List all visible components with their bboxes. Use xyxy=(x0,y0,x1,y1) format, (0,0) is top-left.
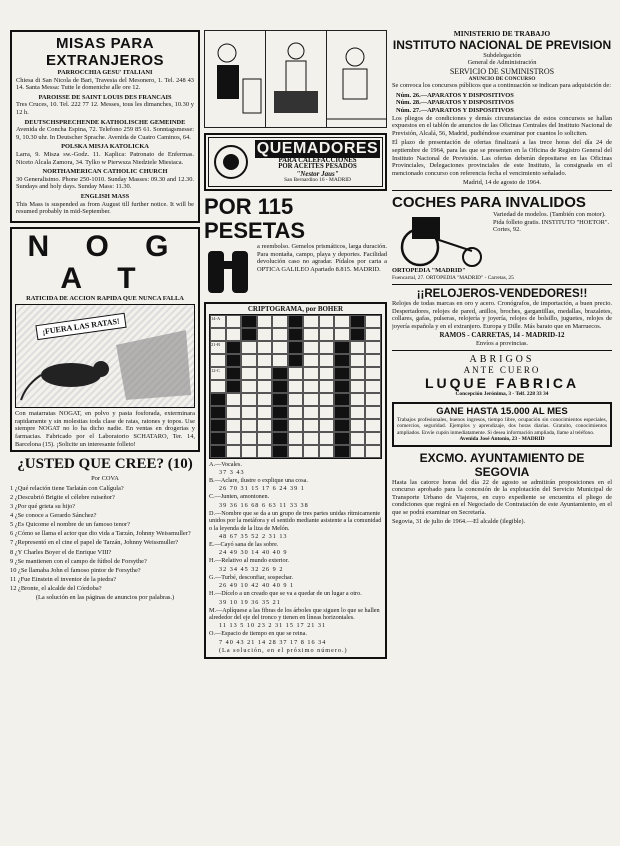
crypto-cell xyxy=(272,328,288,341)
mass-section-head: ENGLISH MASS xyxy=(80,192,130,200)
crypto-cell xyxy=(319,380,335,393)
nogat-body: Con matarratas NOGAT, en polvo y pasta fosforada, exterminara rapidamente y sin molestias toda clase de ratas, ratones y topos. Use siempre NOGAT no lo ha dicho nadie. En ventas en drogerias y farmacias. Fabricado por el Laboratorio SCHATARO, Ter. 14, Barcelona (15). ¡Solicite un interesante folleto! xyxy=(15,410,195,448)
crypto-cell xyxy=(303,445,319,458)
crypto-cell xyxy=(226,367,242,380)
crypto-cell xyxy=(303,354,319,367)
crypto-cell xyxy=(350,393,366,406)
prevision-sub2: General de Administración xyxy=(467,59,537,67)
crypto-cell xyxy=(210,328,226,341)
crypto-cell xyxy=(272,367,288,380)
crypto-cell xyxy=(210,406,226,419)
crypto-title: CRIPTOGRAMA, por BOHER xyxy=(247,305,344,313)
crypto-cell xyxy=(272,380,288,393)
crypto-cell xyxy=(334,406,350,419)
crypto-cell xyxy=(350,432,366,445)
column-left xyxy=(10,30,200,838)
crypto-cell xyxy=(257,367,273,380)
mass-section-text: Avenida de Concha Espina, 72. Telefono 259 85 61. Sonntagsmesse: 9, 10.30 uhr. In Deutscher Sprache. Avenida de Cuatro Caminos, 64. xyxy=(16,126,194,141)
crypto-cell xyxy=(350,341,366,354)
segovia-notice xyxy=(392,451,612,527)
crypto-clue-numbers: 39 10 19 36 35 21 xyxy=(219,598,281,606)
comic-panel-2 xyxy=(266,31,327,127)
segovia-title: EXCMO. AYUNTAMIENTO DE SEGOVIA xyxy=(419,450,585,479)
crypto-grid xyxy=(209,314,382,459)
crypto-cell xyxy=(257,354,273,367)
crypto-clue: E.—Cayó sana de las sobre. xyxy=(209,541,279,549)
crypto-cell: 12-C xyxy=(210,367,226,380)
wheelchair-icon xyxy=(392,211,490,267)
quiz-title: ¿USTED QUE CREE? (10) xyxy=(17,456,193,473)
crypto-clue-numbers: 7 40 43 21 14 28 37 17 8 16 34 xyxy=(219,638,327,646)
segovia-date: Segovia, 31 de julio de 1964.—El alcalde (ilegible). xyxy=(392,518,526,526)
prevision-item: Núm. 28.—APARATOS Y DISPOSITIVOS xyxy=(396,99,514,107)
crypto-cell xyxy=(226,445,242,458)
gane-text: Trabajos profesionales, buenos ingresos, tiempo libre, ocupación sin conocimientos especiales, comercios, seguridad. Ejemplos y aprendizaje, dos horas diarias. Gratuito, conocimientos ampliados. Envíe cupón inmediatamente. Si desea información ampliada, llame al teléfono. xyxy=(397,416,607,436)
crypto-cell xyxy=(303,328,319,341)
crypto-cell xyxy=(319,445,335,458)
nogat-subtitle: RATICIDA DE ACCION RAPIDA QUE NUNCA FALLA xyxy=(26,294,184,302)
crypto-cell xyxy=(241,393,257,406)
pesetas-title: POR 115 PESETAS xyxy=(204,194,306,243)
comic-figure-icon xyxy=(266,31,326,125)
crypto-cell xyxy=(210,393,226,406)
crypto-cell xyxy=(226,328,242,341)
crypto-cell xyxy=(319,315,335,328)
crypto-clue-numbers: 48 67 35 52 2 31 13 xyxy=(219,533,288,541)
crypto-cell xyxy=(288,354,304,367)
coches-ad xyxy=(392,194,612,281)
crypto-clue-numbers: 24 49 30 14 40 40 9 xyxy=(219,549,288,557)
crypto-cell xyxy=(303,341,319,354)
column-right xyxy=(392,30,612,838)
crypto-cell xyxy=(272,393,288,406)
segovia-body: Hasta las catorce horas del día 22 de agosto se admitirán proposiciones en el concurso aprobado para la concesión de la explotación del Servicio Municipal de Transporte Urbano de Viajeros, en cuyo expediente se encuentra el pliego de condiciones que regirá en el Negociado de Contratación de este Ayuntamiento, en el que se podrá examinar en Secretaría. xyxy=(392,478,612,516)
crypto-cell xyxy=(334,328,350,341)
crypto-cell xyxy=(334,315,350,328)
crypto-clue-numbers: 32 34 45 32 26 9 2 xyxy=(219,565,284,573)
prevision-body1: Se convoca los concursos públicos que a continuación se indican para adquisición de: xyxy=(392,82,611,90)
pesetas-ad xyxy=(204,195,387,299)
crypto-clue: O.—Espacio de tiempo en que se reina. xyxy=(209,630,307,638)
crypto-cell xyxy=(319,419,335,432)
quemadores-line2: POR ACEITES PESADOS xyxy=(278,163,357,171)
crypto-cell xyxy=(241,328,257,341)
crypto-clue-numbers: 26 70 31 15 17 6 24 39 1 xyxy=(219,485,305,493)
crypto-cell xyxy=(319,341,335,354)
crypto-cell xyxy=(334,432,350,445)
crypto-cell xyxy=(365,419,381,432)
coches-title: COCHES PARA INVALIDOS xyxy=(392,193,586,211)
prevision-ministry: MINISTERIO DE TRABAJO xyxy=(453,30,551,38)
crypto-cell xyxy=(288,367,304,380)
prevision-date: Madrid, 14 de agosto de 1964. xyxy=(463,179,541,187)
gane-address: Avenida José Antonio, 23 - MADRID xyxy=(459,436,545,443)
crypto-cell xyxy=(288,445,304,458)
abrigos-line1: ABRIGOS xyxy=(469,354,535,366)
crypto-cell xyxy=(350,445,366,458)
crypto-cell xyxy=(288,406,304,419)
nogat-illustration xyxy=(15,304,195,408)
crypto-cell xyxy=(303,393,319,406)
mass-section-text: Chiesa di San Nicola de Bari, Travesia del Mesonero, 1. Tel. 248 43 14. Santa Messa: Tutte le domeniche alle ore 12. xyxy=(16,76,194,92)
comic-figure-icon xyxy=(205,31,265,125)
mass-section-head: NORTHAMERICAN CATHOLIC CHURCH xyxy=(42,168,168,176)
quiz-item: 1 ¿Qué relación tiene Tarlatán con Calígula? xyxy=(10,484,124,492)
crypto-cell xyxy=(226,315,242,328)
crypto-cell xyxy=(365,445,381,458)
crypto-clue: M.—Aplíquese a las fibras de los árboles que siguen lo que se hallen alrededor del eje del tronco y tienen en líneas horizontales. xyxy=(209,606,380,622)
crypto-cell: 14-A xyxy=(210,315,226,328)
crypto-cell xyxy=(319,432,335,445)
gane-box xyxy=(392,402,612,447)
prevision-notice xyxy=(392,30,612,187)
crypto-cell xyxy=(210,419,226,432)
crypto-clue-numbers: 39 36 16 68 6 63 11 33 38 xyxy=(219,501,309,509)
crypto-cell xyxy=(319,354,335,367)
crypto-cell xyxy=(272,315,288,328)
coches-text: Variedad de modelos. (También con motor). Pida folleto gratis. INSTITUTO "HOETOR". Cortes, 92. xyxy=(493,210,610,234)
quiz-item: 8 ¿Y Charles Boyer el de Enrique VIII? xyxy=(10,548,112,556)
crypto-cell xyxy=(257,419,273,432)
crypto-cell xyxy=(288,328,304,341)
crypto-cell xyxy=(257,341,273,354)
abrigos-ad xyxy=(392,354,612,397)
mass-section-text: This Mass is suspended as from August till further notice. It will be resumed probably in mid-September. xyxy=(16,200,194,216)
crypto-cell xyxy=(241,419,257,432)
abrigos-brand: LUQUE FABRICA xyxy=(424,375,580,392)
crypto-cell xyxy=(241,315,257,328)
masses-box xyxy=(10,30,200,223)
comic-panel-3 xyxy=(327,31,387,127)
crypto-cell xyxy=(288,315,304,328)
nogat-box xyxy=(10,227,200,453)
crypto-cell xyxy=(319,367,335,380)
crypto-cell xyxy=(241,367,257,380)
quiz-item: 10 ¿Se llamaba John el famoso pintor de Forsythe? xyxy=(10,566,141,574)
crypto-cell xyxy=(334,419,350,432)
crypto-cell xyxy=(319,328,335,341)
masses-title: MISAS PARA EXTRANJEROS xyxy=(45,35,165,69)
quiz-section xyxy=(10,456,200,602)
crypto-clue: H.—Relativo al mundo exterior. xyxy=(209,557,289,565)
crypto-cell xyxy=(365,354,381,367)
crypto-cell xyxy=(272,445,288,458)
quiz-author: Por COVA xyxy=(91,475,119,483)
crypto-cell xyxy=(272,341,288,354)
mass-section-head: PARROCCHIA GESU' ITALIANI xyxy=(57,69,153,76)
pesetas-text: a reembolso. Gemelos prismáticos, larga duración. Para montaña, campo, playa y deportes. Facilidad devolución caso no agradar. Pídalos por carta a OPTICA GALILEO Apartado 8.815. MADRID. xyxy=(257,243,387,273)
crypto-cell xyxy=(226,380,242,393)
crypto-clue: A.—Vocales. xyxy=(209,460,242,468)
comic-strip xyxy=(204,30,387,128)
crypto-cell xyxy=(226,393,242,406)
crypto-cell xyxy=(350,354,366,367)
crypto-cell xyxy=(303,315,319,328)
crypto-cell xyxy=(350,367,366,380)
crypto-cell xyxy=(334,341,350,354)
prevision-item: Núm. 27.—APARATOS Y DISPOSITIVOS xyxy=(396,106,514,114)
relojeros-text: Relojes de todas marcas en oro y acero. Cronógrafos, de importación, a buen precio. Despertadores, relojes de pared, anillos, broches, gargantillas, medallas, brazaletes, collares, gafas, pulseras, relojería y joyería, relojes de bolsillo, juguetes, relojes de joyería española y en el extranjero. Europa y Dille. Más barato que en Marruecos. xyxy=(392,299,612,330)
quiz-footer: (La solución en las páginas de anuncios por palabras.) xyxy=(35,594,175,602)
crypto-cell xyxy=(303,367,319,380)
relojeros-address: RAMOS - CARRETAS, 14 - MADRID-12 xyxy=(439,331,565,340)
mass-section-head: PAROISSE DE SAINT LOUIS DES FRANCAIS xyxy=(38,93,172,101)
crypto-cell xyxy=(303,432,319,445)
crypto-cell xyxy=(241,380,257,393)
binoculars-icon xyxy=(204,243,254,299)
prevision-title: INSTITUTO NACIONAL DE PREVISION xyxy=(392,37,612,52)
quiz-item: 11 ¿Fue Einstein el inventor de la piedra? xyxy=(10,575,117,583)
crypto-cell xyxy=(257,406,273,419)
quiz-item: 3 ¿Por qué grieta su hijo? xyxy=(10,503,76,511)
relojeros-title: ¡¡RELOJEROS-VENDEDORES!! xyxy=(416,287,588,300)
rat-drawing-icon xyxy=(16,305,196,405)
quiz-item: 9 ¿Se mantienen con el campo de fútbol de Forsythe? xyxy=(10,557,147,565)
column-middle xyxy=(204,30,387,838)
crypto-cell xyxy=(350,419,366,432)
crypto-cell xyxy=(334,445,350,458)
gane-title: GANE HASTA 15.000 AL MES xyxy=(436,405,568,417)
comic-panel-1 xyxy=(205,31,266,127)
crypto-box xyxy=(204,302,387,659)
crypto-cell xyxy=(226,432,242,445)
mass-section-text: Tres Cruces, 10. Tel. 222 77 12. Messes, tous les dimanches, 10.30 y 12 h. xyxy=(16,101,194,116)
prevision-item: Núm. 26.—APARATOS Y DISPOSITIVOS xyxy=(396,91,514,99)
crypto-cell xyxy=(226,354,242,367)
crypto-cell xyxy=(334,380,350,393)
crypto-cell xyxy=(365,432,381,445)
prevision-service: SERVICIO DE SUMINISTROS xyxy=(449,66,555,76)
crypto-cell xyxy=(241,406,257,419)
prevision-sub1: Subdelegación xyxy=(483,51,521,59)
mass-section-head: POLSKA MISJA KATOLICKA xyxy=(61,143,149,151)
crypto-cell xyxy=(303,380,319,393)
crypto-cell xyxy=(365,406,381,419)
mass-section-text: Larra, 9. Misza sw.-Godz. 11. Kaplica: Patronato de Enfermas. Niceto Alcala Zamora, 34. Tylko w Pierwsza Niedziele Miesiaca. xyxy=(16,150,194,166)
coches-brand: ORTOPEDIA "MADRID" xyxy=(392,266,466,274)
nogat-banner: ¡FUERA LAS RATAS! xyxy=(35,313,126,340)
crypto-cell xyxy=(365,328,381,341)
relojeros-note: Envíos a provincias. xyxy=(475,339,528,347)
crypto-clue-numbers: 11 13 5 10 23 2 31 15 17 21 31 xyxy=(219,622,327,630)
crypto-cell xyxy=(365,380,381,393)
crypto-cell xyxy=(272,419,288,432)
crypto-cell xyxy=(288,380,304,393)
crypto-cell xyxy=(303,406,319,419)
relojeros-ad xyxy=(392,288,612,348)
crypto-cell xyxy=(303,419,319,432)
crypto-cell xyxy=(334,354,350,367)
crypto-cell xyxy=(350,328,366,341)
quemadores-box xyxy=(204,133,387,191)
crypto-cell xyxy=(257,328,273,341)
crypto-cell xyxy=(210,432,226,445)
crypto-cell xyxy=(257,380,273,393)
quiz-item: 12 ¿Bronte, el alcalde del Córdoba? xyxy=(10,584,102,592)
crypto-clue: G.—Turbé, desconfiar, sospechar. xyxy=(209,573,294,581)
crypto-cell xyxy=(226,419,242,432)
quemadores-address: San Bernardino 16 - MADRID xyxy=(284,177,351,184)
crypto-cell xyxy=(241,432,257,445)
crypto-cell xyxy=(241,445,257,458)
crypto-clue: C.—Junten, amontonen. xyxy=(209,493,270,501)
crypto-cell xyxy=(226,341,242,354)
crypto-cell xyxy=(226,406,242,419)
quiz-item: 5 ¿Es Quicome el nombre de un famoso tenor? xyxy=(10,521,130,529)
crypto-cell xyxy=(288,432,304,445)
quiz-item: 7 ¿Representó en el cine el papel de Tarzán, Johnny Weissmuller? xyxy=(10,539,179,547)
crypto-cell xyxy=(350,380,366,393)
crypto-cell xyxy=(350,315,366,328)
prevision-body2: Los pliegos de condiciones y demás circunstancias de estos concursos se hallan expuestos en el tablón de anuncios de las Oficinas Centrales del Instituto Nacional de Previsión, Alcalá, 56, Madrid, pudiéndose examinar por cuantos lo soliciten. xyxy=(392,114,612,137)
crypto-clue-numbers: 37 3 43 xyxy=(219,469,245,476)
crypto-cell xyxy=(365,341,381,354)
crypto-cell xyxy=(334,367,350,380)
crypto-cell xyxy=(257,315,273,328)
crypto-cell xyxy=(288,341,304,354)
crypto-clue-numbers: (La solución, en el próximo número.) xyxy=(219,646,348,654)
crypto-cell xyxy=(365,367,381,380)
coches-address: Fuencarral, 27. ORTOPEDIA "MADRID" - Carretas, 25 xyxy=(392,274,514,281)
crypto-cell xyxy=(365,393,381,406)
crypto-cell xyxy=(241,341,257,354)
comic-figure-icon xyxy=(327,31,387,125)
crypto-clue: B.—Aclare, ilustre o explique una cosa. xyxy=(209,477,308,484)
crypto-cell xyxy=(210,445,226,458)
crypto-cell xyxy=(319,406,335,419)
crypto-cell xyxy=(288,393,304,406)
crypto-cell xyxy=(272,432,288,445)
quemadores-title: QUEMADORES xyxy=(256,140,379,157)
crypto-clue-numbers: 26 49 10 42 40 40 9 1 xyxy=(219,582,295,590)
crypto-cell xyxy=(319,393,335,406)
crypto-clue: H.—Dícelo a un creado que se va a quedar de un lugar a otro. xyxy=(209,590,362,598)
crypto-cell xyxy=(272,406,288,419)
crypto-cell xyxy=(257,445,273,458)
quemadores-line1: PARA CALEFACCIONES xyxy=(278,157,357,164)
mass-section-head: DEUTSCHSPRECHENDE KATHOLISCHE GEMEINDE xyxy=(24,118,186,126)
crypto-clue: D.—Nombre que se da a un grupo de tres partes unidas rítmicamente unidos por la metáfora y el sentido mediante asistente a la comunidad o la leyenda de la liza de Melón. xyxy=(209,509,382,532)
crypto-cell xyxy=(257,393,273,406)
quemadores-brand: "Nestor Jaus" xyxy=(296,169,339,178)
quiz-item: 4 ¿Se conoce a Gerardo Sánchez? xyxy=(10,512,97,520)
crypto-cell xyxy=(288,419,304,432)
nogat-title: N O G A T xyxy=(27,229,183,295)
crypto-cell xyxy=(334,393,350,406)
prevision-body3: El plazo de presentación de ofertas finalizará a las trece horas del día 24 de septiembre de 1964, para las que se presenten en la Oficina de Registro General del Instituto Nacional de Previsión. Las ofertas deberán depositarse en las Oficinas Provinciales, Delegaciones provinciales de este Instituto, la consignada en el mencionado concurso con referencia fecha el vencimiento señalado. xyxy=(392,139,612,177)
abrigos-address: Concepción Jerónima, 3 - Telf. 228 33 34 xyxy=(455,391,549,398)
burner-icon xyxy=(211,140,251,184)
mass-section-text: 30 Generalisimo. Phone 250-1010. Sunday Masses: 09.30 and 12.30. Sundays and holy days. Sunday Mass: 11.30. xyxy=(16,175,194,191)
crypto-cell: 21-B xyxy=(210,341,226,354)
quiz-item: 6 ¿Cómo se llama el actor que dio vida a Tarzán, Johnny Weissmuller? xyxy=(10,530,191,538)
crypto-cell xyxy=(241,354,257,367)
crypto-cell xyxy=(272,354,288,367)
crypto-cell xyxy=(210,354,226,367)
prevision-notice-heading: ANUNCIO DE CONCURSO xyxy=(468,75,536,82)
crypto-cell xyxy=(257,432,273,445)
quiz-item: 2 ¿Descubrió Brigite el célebre ruiseñor? xyxy=(10,493,115,501)
crypto-cell xyxy=(350,406,366,419)
abrigos-line2: ANTE CUERO xyxy=(463,365,541,376)
crypto-cell xyxy=(210,380,226,393)
crypto-cell xyxy=(365,315,381,328)
